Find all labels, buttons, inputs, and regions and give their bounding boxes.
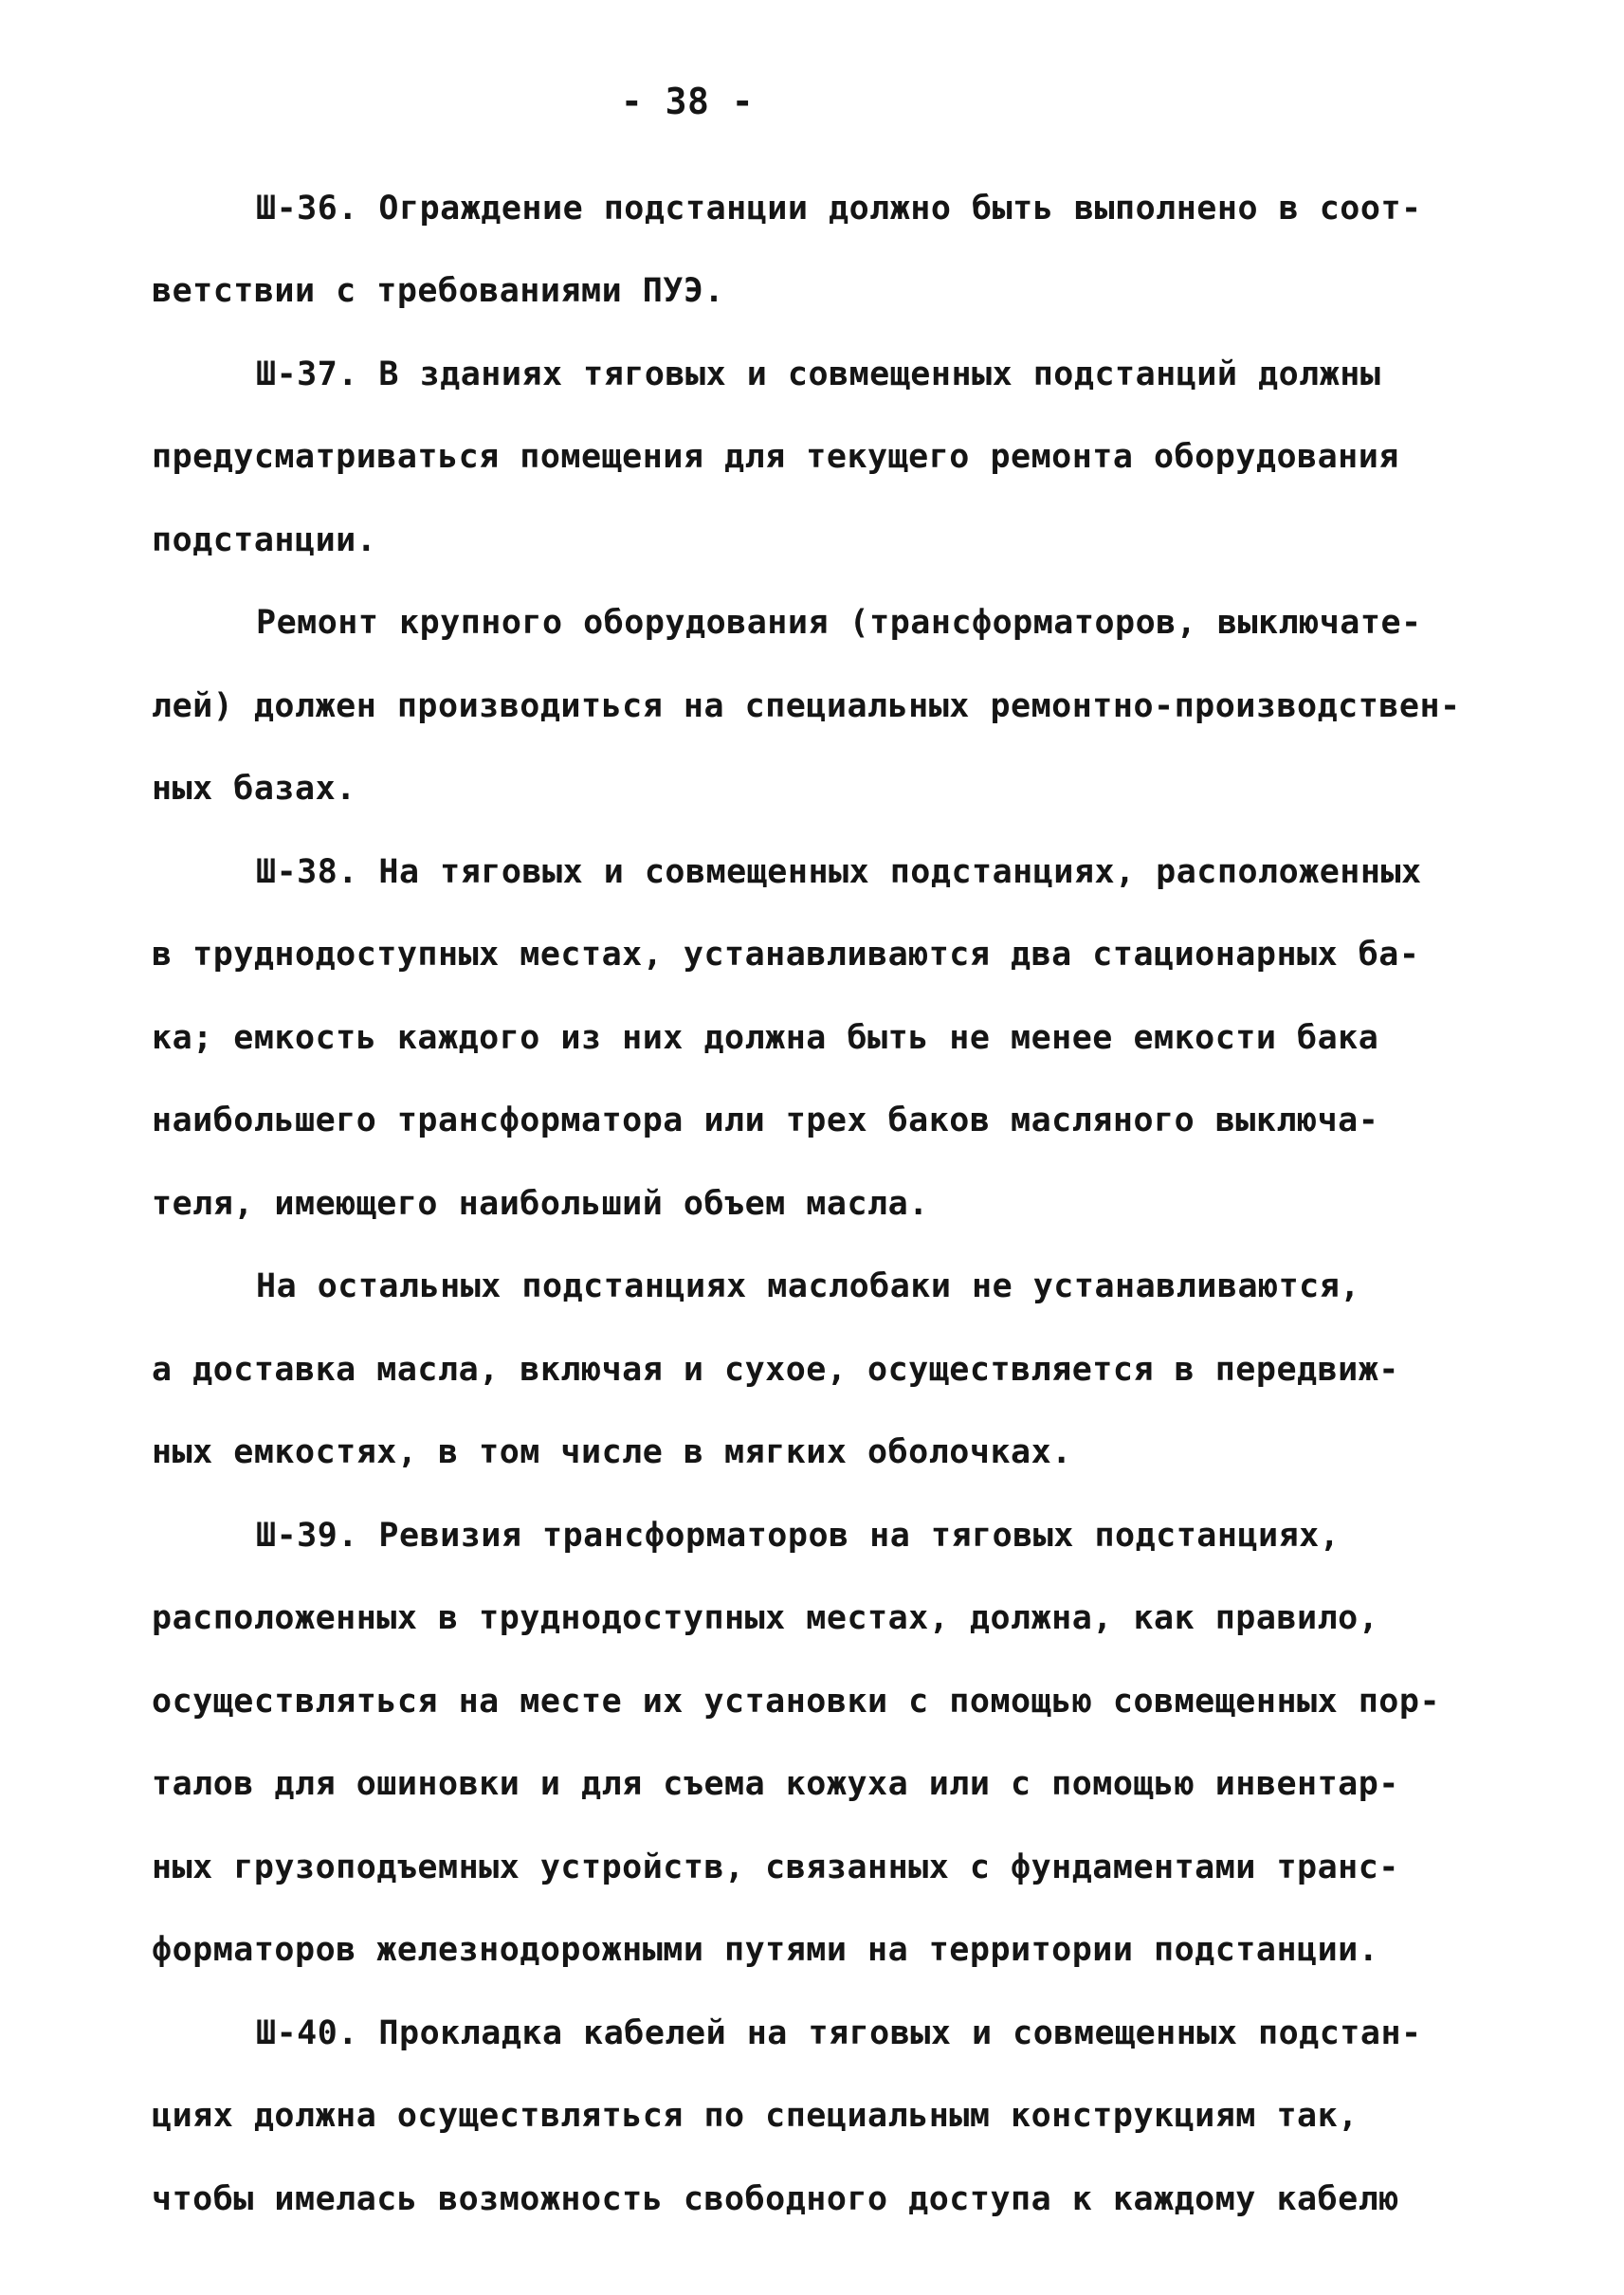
text-line: Ш-40. Прокладка кабелей на тяговых и совмещенных подстан- [256,2014,1422,2052]
text-line: На остальных подстанциях маслобаки не устанавливаются, [256,1267,1360,1305]
text-line: теля, имеющего наибольший объем масла. [152,1185,929,1223]
text-line: ных грузоподъемных устройств, связанных с фундаментами транс- [152,1849,1399,1886]
text-line: Ш-39. Ревизия трансформаторов на тяговых подстанциях, [256,1517,1341,1555]
text-line: талов для ошиновки и для съема кожуха или с помощью инвентар- [152,1765,1399,1803]
text-line: Ш-37. В зданиях тяговых и совмещенных подстанций должны [256,355,1381,393]
page-number: - 38 - [620,81,755,122]
text-line: наибольшего трансформатора или трех баков масляного выключа- [152,1102,1379,1139]
text-line: осуществляться на месте их установки с помощью совмещенных пор- [152,1683,1441,1721]
text-line: Ш-38. На тяговых и совмещенных подстанциях, расположенных [256,853,1422,891]
text-line: расположенных в труднодоступных местах, должна, как правило, [152,1599,1379,1637]
text-line: а доставка масла, включая и сухое, осуществляется в передвиж- [152,1351,1399,1389]
text-line: ка; емкость каждого из них должна быть не менее емкости бака [152,1019,1379,1057]
text-line: подстанции. [152,521,377,559]
text-line: предусматриваться помещения для текущего ремонта оборудования [152,438,1399,476]
text-line: форматоров железнодорожными путями на территории подстанции. [152,1931,1379,1969]
text-line: Ремонт крупного оборудования (трансформаторов, выключате- [256,604,1422,642]
text-line: Ш-36. Ограждение подстанции должно быть выполнено в соот- [256,190,1422,228]
text-line: чтобы имелась возможность свободного доступа к каждому кабелю [152,2180,1399,2218]
text-line: ветствии с требованиями ПУЭ. [152,272,725,310]
text-line: ных базах. [152,770,356,808]
text-line: ных емкостях, в том числе в мягких оболочках. [152,1433,1072,1471]
text-line: циях должна осуществляться по специальным конструкциям так, [152,2097,1359,2135]
text-line: в труднодоступных местах, устанавливаются два стационарных ба- [152,936,1420,974]
text-line: лей) должен производиться на специальных ремонтно-производствен- [152,687,1461,725]
